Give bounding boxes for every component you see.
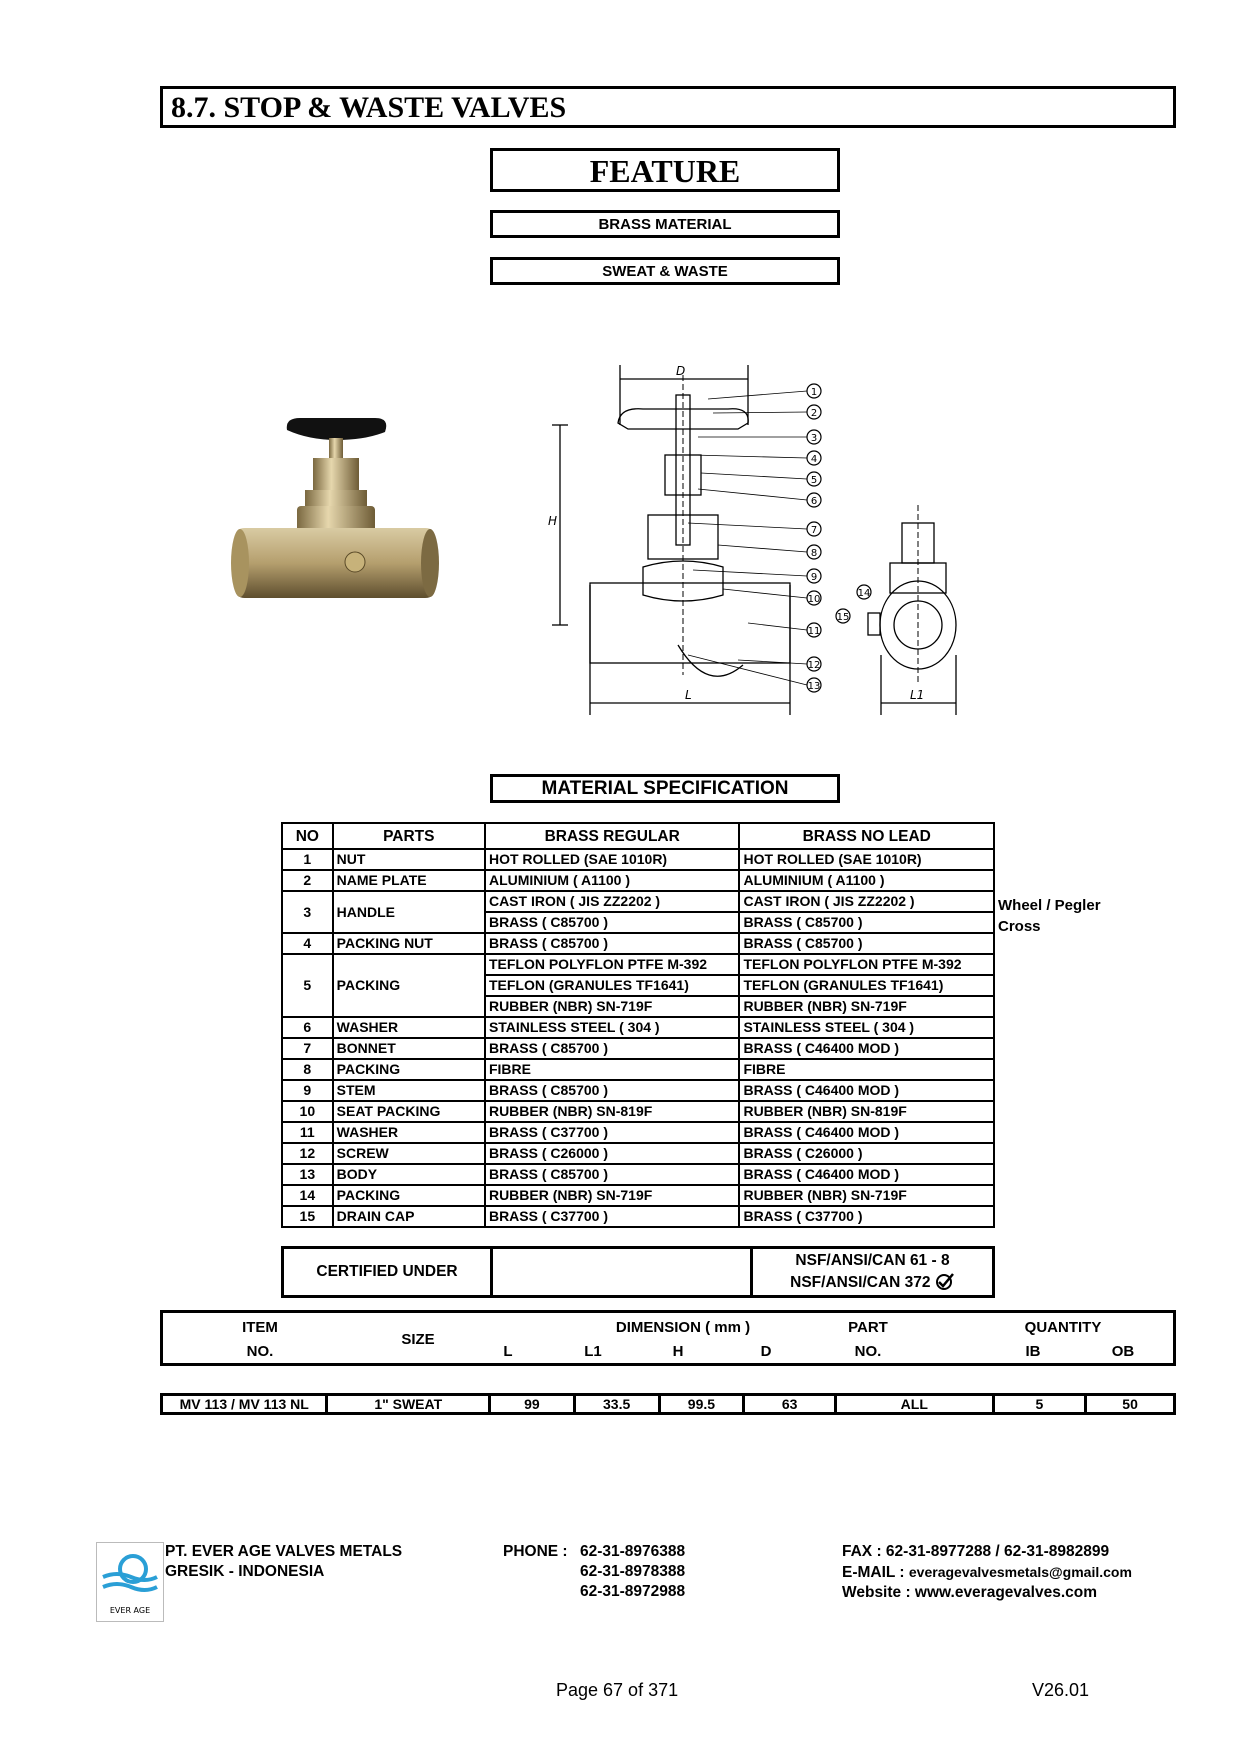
email-link[interactable]: everagevalvesmetals@gmail.com bbox=[908, 1564, 1132, 1580]
material-spec-title: MATERIAL SPECIFICATION bbox=[490, 774, 840, 803]
certified-under-label: CERTIFIED UNDER bbox=[283, 1248, 492, 1297]
svg-text:5: 5 bbox=[810, 475, 818, 486]
svg-text:2: 2 bbox=[810, 408, 818, 419]
svg-text:11: 11 bbox=[807, 626, 821, 637]
svg-text:13: 13 bbox=[807, 681, 821, 692]
header-brass-regular: BRASS REGULAR bbox=[485, 823, 740, 849]
table-row: 13 BODY BRASS ( C85700 ) BRASS ( C46400 MOD ) bbox=[282, 1164, 994, 1185]
feature-brass-material: BRASS MATERIAL bbox=[490, 210, 840, 238]
certification-regular bbox=[492, 1248, 752, 1297]
table-row: 3 HANDLE CAST IRON ( JIS ZZ2202 ) CAST IRON ( JIS ZZ2202 ) bbox=[282, 891, 994, 912]
table-row: 7 BONNET BRASS ( C85700 ) BRASS ( C46400 MOD ) bbox=[282, 1038, 994, 1059]
contact-info: FAX : 62-31-8977288 / 62-31-8982899 E-MAIL : everagevalvesmetals@gmail.com Website : www.everagevalves.com bbox=[842, 1543, 1132, 1601]
table-row: TEFLON (GRANULES TF1641) TEFLON (GRANULES TF1641) bbox=[282, 975, 994, 996]
svg-text:10: 10 bbox=[807, 594, 821, 605]
svg-text:4: 4 bbox=[810, 454, 818, 465]
table-row: 12 SCREW BRASS ( C26000 ) BRASS ( C26000 ) bbox=[282, 1143, 994, 1164]
table-row: 15 DRAIN CAP BRASS ( C37700 ) BRASS ( C37700 ) bbox=[282, 1206, 994, 1227]
phone-label: PHONE : bbox=[503, 1543, 568, 1560]
table-row: RUBBER (NBR) SN-719F RUBBER (NBR) SN-719F bbox=[282, 996, 994, 1017]
svg-text:7: 7 bbox=[810, 525, 818, 536]
dim-label-d: D bbox=[676, 364, 686, 378]
header-brass-no-lead: BRASS NO LEAD bbox=[739, 823, 994, 849]
svg-text:15: 15 bbox=[836, 612, 850, 623]
table-row: 4 PACKING NUT BRASS ( C85700 ) BRASS ( C85700 ) bbox=[282, 933, 994, 954]
check-icon bbox=[935, 1272, 955, 1290]
wave-logo-icon bbox=[97, 1543, 163, 1601]
svg-text:14: 14 bbox=[857, 588, 871, 599]
table-row: 8 PACKING FIBRE FIBRE bbox=[282, 1059, 994, 1080]
feature-title: FEATURE bbox=[490, 148, 840, 192]
table-row: 5 PACKING TEFLON POLYFLON PTFE M-392 TEFLON POLYFLON PTFE M-392 bbox=[282, 954, 994, 975]
page-number: Page 67 of 371 bbox=[556, 1680, 679, 1700]
table-row: 9 STEM BRASS ( C85700 ) BRASS ( C46400 MOD ) bbox=[282, 1080, 994, 1101]
table-row: 2 NAME PLATE ALUMINIUM ( A1100 ) ALUMINIUM ( A1100 ) bbox=[282, 870, 994, 891]
valve-photo bbox=[225, 410, 465, 670]
logo-text: EVER AGE bbox=[109, 1606, 151, 1615]
table-row: MV 113 / MV 113 NL 1" SWEAT 99 33.5 99.5 63 ALL 5 50 bbox=[162, 1395, 1175, 1414]
dim-label-l1: L1 bbox=[910, 688, 925, 702]
material-spec-table bbox=[281, 822, 995, 1228]
svg-text:9: 9 bbox=[810, 572, 818, 583]
website-link[interactable]: Website : www.everagevalves.com bbox=[842, 1584, 1098, 1601]
svg-text:6: 6 bbox=[810, 496, 818, 507]
svg-text:8: 8 bbox=[810, 548, 818, 559]
company-logo bbox=[96, 1542, 164, 1622]
dim-label-l: L bbox=[685, 688, 692, 702]
feature-sweat-waste: SWEAT & WASTE bbox=[490, 257, 840, 285]
phone-numbers: 62-31-8976388 62-31-8978388 62-31-8972988 bbox=[580, 1543, 686, 1600]
company-info: PT. EVER AGE VALVES METALS GRESIK - INDONESIA bbox=[165, 1543, 403, 1580]
dimension-row-table bbox=[160, 1393, 1176, 1415]
table-row: 11 WASHER BRASS ( C37700 ) BRASS ( C46400 MOD ) bbox=[282, 1122, 994, 1143]
table-row: 1 NUT HOT ROLLED (SAE 1010R) HOT ROLLED (SAE 1010R) bbox=[282, 849, 994, 870]
header-parts: PARTS bbox=[333, 823, 485, 849]
section-title: 8.7. STOP & WASTE VALVES bbox=[160, 86, 1176, 128]
header-no: NO bbox=[282, 823, 333, 849]
dimension-header: ITEM NO. SIZE DIMENSION ( mm ) L L1 H D PART NO. QUANTITY IB OB bbox=[160, 1310, 1176, 1366]
table-row: BRASS ( C85700 ) BRASS ( C85700 ) bbox=[282, 912, 994, 933]
certification-table bbox=[281, 1246, 995, 1298]
handle-note: Wheel / Pegler Cross bbox=[998, 897, 1101, 935]
table-row: 10 SEAT PACKING RUBBER (NBR) SN-819F RUBBER (NBR) SN-819F bbox=[282, 1101, 994, 1122]
dim-label-h: H bbox=[548, 514, 558, 528]
svg-text:3: 3 bbox=[810, 433, 818, 444]
table-row: 6 WASHER STAINLESS STEEL ( 304 ) STAINLESS STEEL ( 304 ) bbox=[282, 1017, 994, 1038]
table-row: 14 PACKING RUBBER (NBR) SN-719F RUBBER (NBR) SN-719F bbox=[282, 1185, 994, 1206]
certification-no-lead: NSF/ANSI/CAN 61 - 8 NSF/ANSI/CAN 372 bbox=[752, 1248, 994, 1297]
valve-technical-drawing bbox=[548, 355, 1068, 725]
version: V26.01 bbox=[1032, 1680, 1090, 1700]
svg-text:12: 12 bbox=[807, 660, 821, 671]
svg-text:1: 1 bbox=[810, 387, 818, 398]
